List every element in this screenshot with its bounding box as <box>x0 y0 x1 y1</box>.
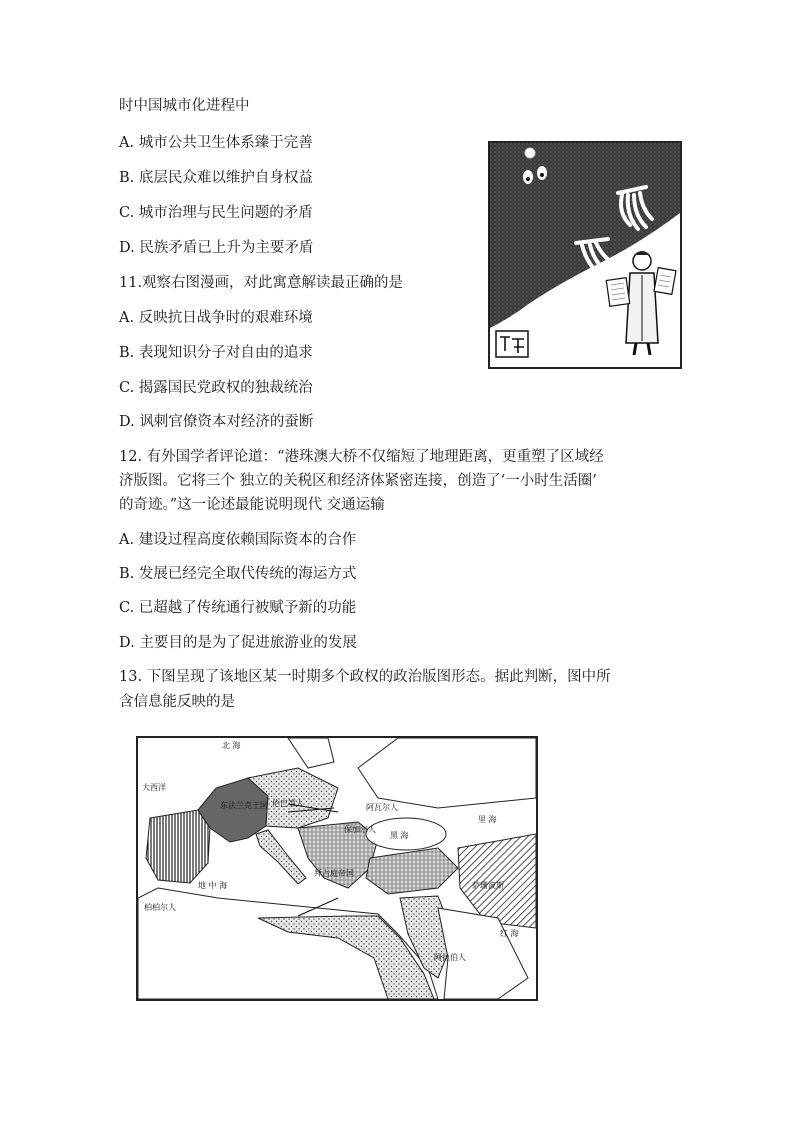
q10-option-c[interactable]: C. 城市治理与民生问题的矛盾 <box>119 205 313 221</box>
label-bulgars: 保加尔人 <box>344 825 376 834</box>
label-north-sea: 北 海 <box>222 741 241 750</box>
signature-stamp <box>496 331 528 357</box>
q10-option-b[interactable]: B. 底层民众难以维护自身权益 <box>119 170 313 186</box>
q12-option-b[interactable]: B. 发展已经完全取代传统的海运方式 <box>119 566 357 582</box>
q12-option-a[interactable]: A. 建设过程高度依赖国际资本的合作 <box>119 532 357 548</box>
historical-map <box>136 736 538 1001</box>
label-berbers: 柏柏尔人 <box>144 903 176 912</box>
label-caspian: 里 海 <box>478 815 497 824</box>
cartoon-image <box>488 141 682 369</box>
q11-stem: 11.观察右图漫画，对此寓意解读最正确的是 <box>119 275 404 291</box>
label-mediterranean: 地 中 海 <box>198 881 228 890</box>
q12-stem-line2: 济版图。它将三个 独立的关税区和经济体紧密连接，创造了‘一小时生活圈’ <box>119 473 597 489</box>
q10-option-a[interactable]: A. 城市公共卫生体系臻于完善 <box>119 135 313 151</box>
q12-stem-line1: 12. 有外国学者评论道：“港珠澳大桥不仅缩短了地理距离，更重塑了区域经 <box>119 449 604 465</box>
label-red-sea: 红 海 <box>500 929 519 938</box>
q12-option-c[interactable]: C. 已超越了传统通行被赋予新的功能 <box>119 600 357 616</box>
q12-option-d[interactable]: D. 主要目的是为了促进旅游业的发展 <box>119 635 357 651</box>
q13-stem-line2: 含信息能反映的是 <box>119 694 235 710</box>
q11-option-a[interactable]: A. 反映抗日战争时的艰难环境 <box>119 310 313 326</box>
label-avars: 阿瓦尔人 <box>366 803 398 812</box>
label-east-franks: 东法兰克王国 <box>220 801 268 810</box>
q11-option-b[interactable]: B. 表现知识分子对自由的追求 <box>119 345 313 361</box>
q11-option-d[interactable]: D. 讽刺官僚资本对经济的蚕断 <box>119 414 314 430</box>
label-persia: 萨珊波斯 <box>472 881 504 890</box>
q10-stem-tail: 时中国城市化进程中 <box>119 98 250 114</box>
label-atlantic: 大西洋 <box>142 783 166 792</box>
q13-stem-line1: 13. 下图呈现了该地区某一时期多个政权的政治版图形态。据此判断，图中所 <box>119 669 611 685</box>
q11-option-c[interactable]: C. 揭露国民党政权的独裁统治 <box>119 380 313 396</box>
q10-option-d[interactable]: D. 民族矛盾已上升为主要矛盾 <box>119 240 314 256</box>
label-byzantine: 拜占庭帝国 <box>314 869 354 878</box>
label-lombards: 伦巴第人 <box>272 799 304 808</box>
label-black-sea: 黑 海 <box>390 831 409 840</box>
q12-stem-line3: 的奇迹。”这一论述最能说明现代 交通运输 <box>119 497 385 513</box>
label-arabs: 阿拉伯人 <box>434 953 466 962</box>
